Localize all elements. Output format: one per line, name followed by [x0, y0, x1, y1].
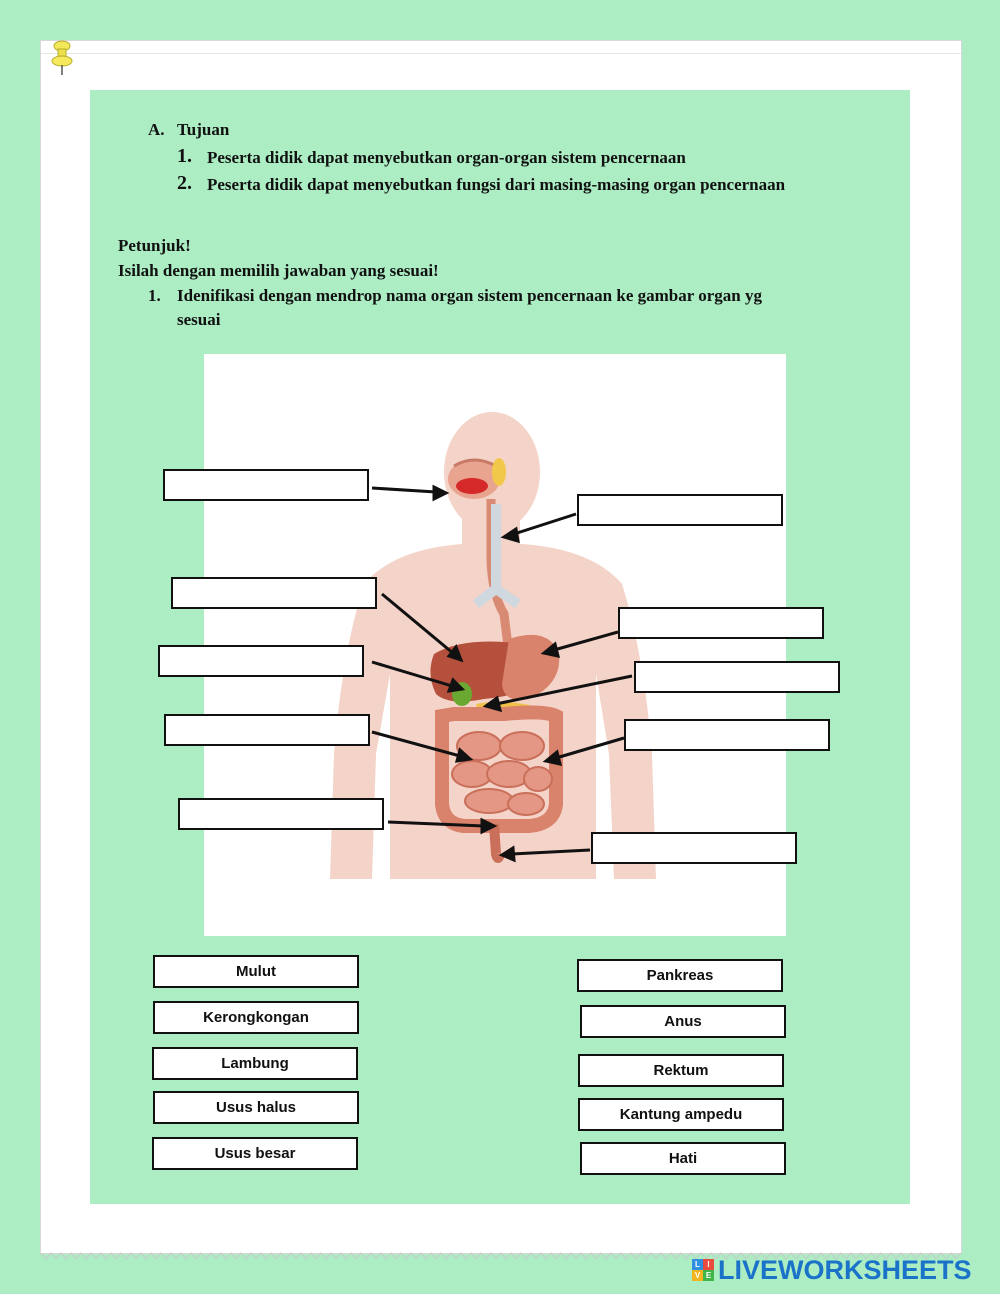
drop-target-large-intestine[interactable] — [624, 719, 830, 751]
draggable-word-rektum[interactable]: Rektum — [578, 1054, 784, 1087]
draggable-word-usus-besar[interactable]: Usus besar — [152, 1137, 358, 1170]
section-title: Tujuan — [177, 120, 230, 139]
instructions-line: Isilah dengan memilih jawaban yang sesuai! — [118, 261, 439, 280]
objective-text: Peserta didik dapat menyebutkan organ-organ sistem pencernaan — [207, 148, 686, 167]
liveworksheets-logo-text: LIVEWORKSHEETS — [718, 1254, 972, 1285]
drop-target-rectum[interactable] — [178, 798, 384, 830]
section-label: A. — [148, 120, 165, 139]
task-number: 1. — [148, 286, 161, 305]
drop-target-stomach[interactable] — [618, 607, 824, 639]
drop-target-gallbladder[interactable] — [158, 645, 364, 677]
objective-number: 1. — [177, 145, 192, 167]
draggable-word-anus[interactable]: Anus — [580, 1005, 786, 1038]
instructions-title: Petunjuk! — [118, 236, 191, 255]
draggable-word-kerongkongan[interactable]: Kerongkongan — [153, 1001, 359, 1034]
pushpin-icon — [45, 39, 75, 79]
page-top-rule — [41, 53, 961, 54]
draggable-word-kantung-ampedu[interactable]: Kantung ampedu — [578, 1098, 784, 1131]
drop-target-pancreas[interactable] — [634, 661, 840, 693]
drop-target-liver[interactable] — [171, 577, 377, 609]
objective-number: 2. — [177, 172, 192, 194]
draggable-word-usus-halus[interactable]: Usus halus — [153, 1091, 359, 1124]
drop-target-anus[interactable] — [591, 832, 797, 864]
objective-text: Peserta didik dapat menyebutkan fungsi dari masing-masing organ pencernaan — [207, 175, 786, 194]
drop-target-esophagus[interactable] — [577, 494, 783, 526]
drop-target-mouth[interactable] — [163, 469, 369, 501]
draggable-word-lambung[interactable]: Lambung — [152, 1047, 358, 1080]
task-text-line1: Idenifikasi dengan mendrop nama organ sistem pencernaan ke gambar organ yg — [177, 286, 762, 305]
draggable-word-pankreas[interactable]: Pankreas — [577, 959, 783, 992]
liveworksheets-logo-icon: L I V E — [692, 1259, 714, 1281]
draggable-word-mulut[interactable]: Mulut — [153, 955, 359, 988]
draggable-word-hati[interactable]: Hati — [580, 1142, 786, 1175]
liveworksheets-logo[interactable] — [692, 1256, 972, 1284]
drop-target-small-intestine[interactable] — [164, 714, 370, 746]
task-text-line2: sesuai — [177, 310, 221, 329]
